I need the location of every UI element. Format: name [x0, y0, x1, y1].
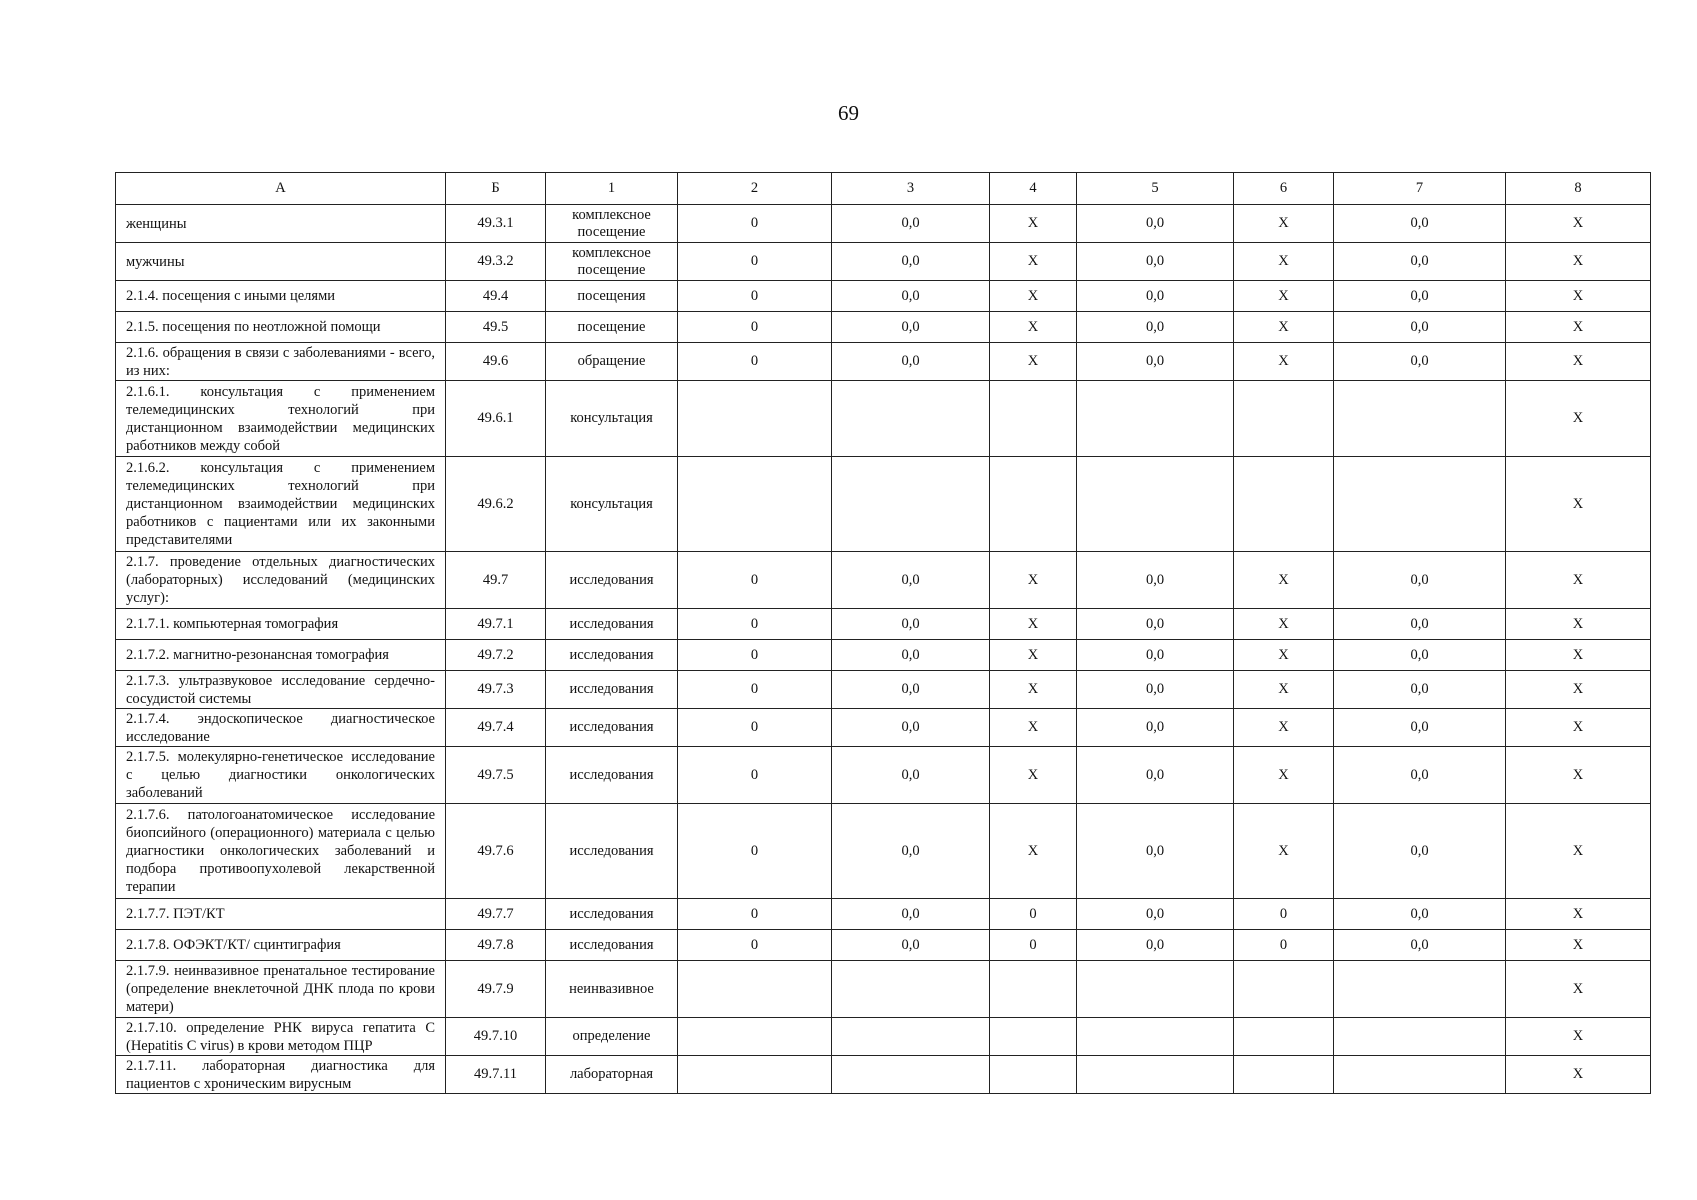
row-name-cell: 2.1.6.2. консультация с применением телемедицинских технологий при дистанционном взаимодействии медицинских работников с пациентами или их законными представителями	[116, 457, 446, 552]
row-col4-cell: X	[990, 205, 1077, 243]
row-code-cell: 49.7.4	[446, 709, 546, 747]
row-col7-cell	[1334, 457, 1506, 552]
row-name-cell: женщины	[116, 205, 446, 243]
row-col3-cell: 0,0	[832, 243, 990, 281]
row-col8-cell: X	[1506, 804, 1651, 899]
row-code-cell: 49.4	[446, 281, 546, 312]
row-col2-cell: 0	[678, 804, 832, 899]
row-unit-cell: исследования	[546, 671, 678, 709]
row-col8-cell: X	[1506, 961, 1651, 1018]
row-col6-cell: 0	[1234, 899, 1334, 930]
row-code-cell: 49.7.11	[446, 1056, 546, 1094]
row-col5-cell: 0,0	[1077, 343, 1234, 381]
row-col5-cell: 0,0	[1077, 930, 1234, 961]
row-col5-cell: 0,0	[1077, 747, 1234, 804]
row-col5-cell	[1077, 381, 1234, 457]
row-col3-cell: 0,0	[832, 747, 990, 804]
header-cell: 2	[678, 173, 832, 205]
row-col8-cell: X	[1506, 671, 1651, 709]
row-col8-cell: X	[1506, 899, 1651, 930]
row-code-cell: 49.7.6	[446, 804, 546, 899]
row-name-cell: 2.1.6. обращения в связи с заболеваниями - всего, из них:	[116, 343, 446, 381]
header-cell: 8	[1506, 173, 1651, 205]
row-col3-cell: 0,0	[832, 709, 990, 747]
row-unit-cell: посещение	[546, 312, 678, 343]
row-col4-cell	[990, 1056, 1077, 1094]
row-col8-cell: X	[1506, 205, 1651, 243]
row-unit-cell: исследования	[546, 804, 678, 899]
row-col5-cell: 0,0	[1077, 899, 1234, 930]
row-col4-cell: X	[990, 552, 1077, 609]
row-col3-cell: 0,0	[832, 205, 990, 243]
row-col3-cell	[832, 457, 990, 552]
table-row	[116, 804, 1651, 899]
row-col8-cell: X	[1506, 457, 1651, 552]
header-row	[116, 173, 1651, 205]
row-col5-cell: 0,0	[1077, 709, 1234, 747]
row-col7-cell: 0,0	[1334, 899, 1506, 930]
header-cell: 7	[1334, 173, 1506, 205]
row-col5-cell: 0,0	[1077, 640, 1234, 671]
row-col6-cell: X	[1234, 747, 1334, 804]
row-col5-cell	[1077, 961, 1234, 1018]
row-unit-cell: посещения	[546, 281, 678, 312]
row-unit-cell: консультация	[546, 381, 678, 457]
row-name-cell: мужчины	[116, 243, 446, 281]
row-name-cell: 2.1.7.4. эндоскопическое диагностическое исследование	[116, 709, 446, 747]
row-name-cell: 2.1.7.2. магнитно-резонансная томография	[116, 640, 446, 671]
row-col2-cell: 0	[678, 281, 832, 312]
row-col3-cell	[832, 1056, 990, 1094]
row-code-cell: 49.3.1	[446, 205, 546, 243]
row-unit-cell: обращение	[546, 343, 678, 381]
row-col6-cell: X	[1234, 343, 1334, 381]
row-col7-cell: 0,0	[1334, 552, 1506, 609]
row-col2-cell: 0	[678, 747, 832, 804]
row-col6-cell	[1234, 381, 1334, 457]
row-col7-cell: 0,0	[1334, 312, 1506, 343]
row-col4-cell: X	[990, 804, 1077, 899]
row-col7-cell	[1334, 381, 1506, 457]
row-col7-cell	[1334, 961, 1506, 1018]
row-col5-cell: 0,0	[1077, 552, 1234, 609]
row-col2-cell: 0	[678, 343, 832, 381]
row-col3-cell: 0,0	[832, 609, 990, 640]
table-row	[116, 899, 1651, 930]
row-col7-cell: 0,0	[1334, 205, 1506, 243]
row-col3-cell: 0,0	[832, 804, 990, 899]
row-name-cell: 2.1.5. посещения по неотложной помощи	[116, 312, 446, 343]
row-col3-cell	[832, 961, 990, 1018]
row-col8-cell: X	[1506, 930, 1651, 961]
row-col7-cell: 0,0	[1334, 709, 1506, 747]
row-col4-cell: X	[990, 709, 1077, 747]
table-row	[116, 457, 1651, 552]
row-col7-cell: 0,0	[1334, 243, 1506, 281]
row-col5-cell: 0,0	[1077, 281, 1234, 312]
table-row	[116, 1018, 1651, 1056]
row-unit-cell: лабораторная	[546, 1056, 678, 1094]
row-col2-cell	[678, 1018, 832, 1056]
row-unit-cell: исследования	[546, 930, 678, 961]
row-unit-cell: консультация	[546, 457, 678, 552]
header-cell: Б	[446, 173, 546, 205]
row-col3-cell: 0,0	[832, 312, 990, 343]
row-col2-cell: 0	[678, 930, 832, 961]
row-col2-cell: 0	[678, 552, 832, 609]
row-name-cell: 2.1.4. посещения с иными целями	[116, 281, 446, 312]
table-row	[116, 640, 1651, 671]
row-col4-cell: 0	[990, 899, 1077, 930]
row-col4-cell	[990, 961, 1077, 1018]
row-col3-cell: 0,0	[832, 640, 990, 671]
row-name-cell: 2.1.7.10. определение РНК вируса гепатита С (Hepatitis C virus) в крови методом ПЦР	[116, 1018, 446, 1056]
table-row	[116, 552, 1651, 609]
row-col4-cell: X	[990, 343, 1077, 381]
row-col6-cell: X	[1234, 709, 1334, 747]
row-col8-cell: X	[1506, 381, 1651, 457]
table-row	[116, 281, 1651, 312]
row-col3-cell: 0,0	[832, 343, 990, 381]
row-col4-cell: X	[990, 281, 1077, 312]
row-col5-cell	[1077, 1056, 1234, 1094]
row-col6-cell: X	[1234, 281, 1334, 312]
row-col4-cell: X	[990, 747, 1077, 804]
row-code-cell: 49.6.2	[446, 457, 546, 552]
row-col5-cell: 0,0	[1077, 671, 1234, 709]
row-col2-cell: 0	[678, 205, 832, 243]
table-row	[116, 343, 1651, 381]
row-col6-cell: X	[1234, 243, 1334, 281]
row-col6-cell: X	[1234, 552, 1334, 609]
row-col8-cell: X	[1506, 640, 1651, 671]
row-name-cell: 2.1.7.1. компьютерная томография	[116, 609, 446, 640]
header-cell: 5	[1077, 173, 1234, 205]
row-code-cell: 49.6	[446, 343, 546, 381]
row-name-cell: 2.1.7.8. ОФЭКТ/КТ/ сцинтиграфия	[116, 930, 446, 961]
row-col2-cell: 0	[678, 671, 832, 709]
row-code-cell: 49.6.1	[446, 381, 546, 457]
row-col2-cell	[678, 1056, 832, 1094]
row-unit-cell: определение	[546, 1018, 678, 1056]
table-row	[116, 961, 1651, 1018]
row-col7-cell: 0,0	[1334, 609, 1506, 640]
row-col8-cell: X	[1506, 243, 1651, 281]
row-col3-cell	[832, 1018, 990, 1056]
row-name-cell: 2.1.6.1. консультация с применением телемедицинских технологий при дистанционном взаимодействии медицинских работников между собой	[116, 381, 446, 457]
header-cell: 4	[990, 173, 1077, 205]
row-col5-cell: 0,0	[1077, 312, 1234, 343]
row-col6-cell: X	[1234, 640, 1334, 671]
row-col7-cell: 0,0	[1334, 747, 1506, 804]
row-col7-cell	[1334, 1056, 1506, 1094]
row-col2-cell: 0	[678, 640, 832, 671]
row-name-cell: 2.1.7.7. ПЭТ/КТ	[116, 899, 446, 930]
row-col7-cell	[1334, 1018, 1506, 1056]
row-col5-cell: 0,0	[1077, 243, 1234, 281]
row-code-cell: 49.7.3	[446, 671, 546, 709]
row-col8-cell: X	[1506, 1018, 1651, 1056]
row-code-cell: 49.3.2	[446, 243, 546, 281]
row-col2-cell	[678, 381, 832, 457]
row-col4-cell	[990, 381, 1077, 457]
row-unit-cell: комплексное посещение	[546, 243, 678, 281]
row-col4-cell	[990, 457, 1077, 552]
row-col2-cell: 0	[678, 709, 832, 747]
table-row	[116, 312, 1651, 343]
table-row	[116, 243, 1651, 281]
header-cell: А	[116, 173, 446, 205]
row-col8-cell: X	[1506, 609, 1651, 640]
table-row	[116, 709, 1651, 747]
row-col7-cell: 0,0	[1334, 281, 1506, 312]
row-col3-cell: 0,0	[832, 281, 990, 312]
row-col3-cell	[832, 381, 990, 457]
row-col6-cell	[1234, 457, 1334, 552]
row-col8-cell: X	[1506, 281, 1651, 312]
row-col6-cell	[1234, 1056, 1334, 1094]
row-col3-cell: 0,0	[832, 899, 990, 930]
row-unit-cell: исследования	[546, 552, 678, 609]
row-code-cell: 49.7.7	[446, 899, 546, 930]
row-col7-cell: 0,0	[1334, 640, 1506, 671]
row-col2-cell: 0	[678, 243, 832, 281]
row-col6-cell: 0	[1234, 930, 1334, 961]
row-col4-cell: X	[990, 609, 1077, 640]
row-col7-cell: 0,0	[1334, 671, 1506, 709]
table-row	[116, 609, 1651, 640]
row-col6-cell: X	[1234, 312, 1334, 343]
row-col8-cell: X	[1506, 343, 1651, 381]
row-col2-cell	[678, 457, 832, 552]
table-row	[116, 1056, 1651, 1094]
row-col2-cell	[678, 961, 832, 1018]
row-code-cell: 49.7.2	[446, 640, 546, 671]
row-code-cell: 49.7.1	[446, 609, 546, 640]
header-cell: 6	[1234, 173, 1334, 205]
row-col7-cell: 0,0	[1334, 343, 1506, 381]
row-name-cell: 2.1.7. проведение отдельных диагностических (лабораторных) исследований (медицинских услуг):	[116, 552, 446, 609]
row-unit-cell: исследования	[546, 709, 678, 747]
table-row	[116, 747, 1651, 804]
table-row	[116, 381, 1651, 457]
row-code-cell: 49.7.10	[446, 1018, 546, 1056]
row-unit-cell: исследования	[546, 899, 678, 930]
row-unit-cell: исследования	[546, 640, 678, 671]
row-col6-cell: X	[1234, 671, 1334, 709]
row-col4-cell: 0	[990, 930, 1077, 961]
row-col4-cell: X	[990, 640, 1077, 671]
row-name-cell: 2.1.7.11. лабораторная диагностика для пациентов с хроническим вирусным	[116, 1056, 446, 1094]
row-col5-cell: 0,0	[1077, 205, 1234, 243]
table-row	[116, 205, 1651, 243]
row-col8-cell: X	[1506, 552, 1651, 609]
row-col5-cell	[1077, 457, 1234, 552]
row-unit-cell: комплексное посещение	[546, 205, 678, 243]
row-col8-cell: X	[1506, 709, 1651, 747]
header-cell: 3	[832, 173, 990, 205]
row-col6-cell	[1234, 1018, 1334, 1056]
row-name-cell: 2.1.7.5. молекулярно-генетическое исследование с целью диагностики онкологических заболеваний	[116, 747, 446, 804]
table-row	[116, 930, 1651, 961]
row-col4-cell: X	[990, 312, 1077, 343]
row-code-cell: 49.7	[446, 552, 546, 609]
row-unit-cell: неинвазивное	[546, 961, 678, 1018]
row-col4-cell: X	[990, 671, 1077, 709]
row-col7-cell: 0,0	[1334, 804, 1506, 899]
row-col2-cell: 0	[678, 899, 832, 930]
header-cell: 1	[546, 173, 678, 205]
row-col6-cell: X	[1234, 205, 1334, 243]
row-col5-cell: 0,0	[1077, 804, 1234, 899]
row-col6-cell	[1234, 961, 1334, 1018]
row-name-cell: 2.1.7.3. ультразвуковое исследование сердечно-сосудистой системы	[116, 671, 446, 709]
row-unit-cell: исследования	[546, 609, 678, 640]
row-name-cell: 2.1.7.6. патологоанатомическое исследование биопсийного (операционного) материала с целью диагностики онкологических заболеваний и подбора противоопухолевой лекарственной терапии	[116, 804, 446, 899]
row-code-cell: 49.7.5	[446, 747, 546, 804]
row-name-cell: 2.1.7.9. неинвазивное пренатальное тестирование (определение внеклеточной ДНК плода по крови матери)	[116, 961, 446, 1018]
row-unit-cell: исследования	[546, 747, 678, 804]
row-col5-cell: 0,0	[1077, 609, 1234, 640]
row-col6-cell: X	[1234, 609, 1334, 640]
page-number: 69	[838, 101, 859, 125]
row-col3-cell: 0,0	[832, 552, 990, 609]
row-col2-cell: 0	[678, 609, 832, 640]
row-col5-cell	[1077, 1018, 1234, 1056]
row-col8-cell: X	[1506, 1056, 1651, 1094]
row-col2-cell: 0	[678, 312, 832, 343]
row-col4-cell: X	[990, 243, 1077, 281]
row-col3-cell: 0,0	[832, 930, 990, 961]
row-code-cell: 49.7.9	[446, 961, 546, 1018]
row-col4-cell	[990, 1018, 1077, 1056]
row-col8-cell: X	[1506, 747, 1651, 804]
row-code-cell: 49.5	[446, 312, 546, 343]
report-table	[115, 172, 1651, 1094]
row-col6-cell: X	[1234, 804, 1334, 899]
table-row	[116, 671, 1651, 709]
row-col7-cell: 0,0	[1334, 930, 1506, 961]
row-col3-cell: 0,0	[832, 671, 990, 709]
row-col8-cell: X	[1506, 312, 1651, 343]
row-code-cell: 49.7.8	[446, 930, 546, 961]
